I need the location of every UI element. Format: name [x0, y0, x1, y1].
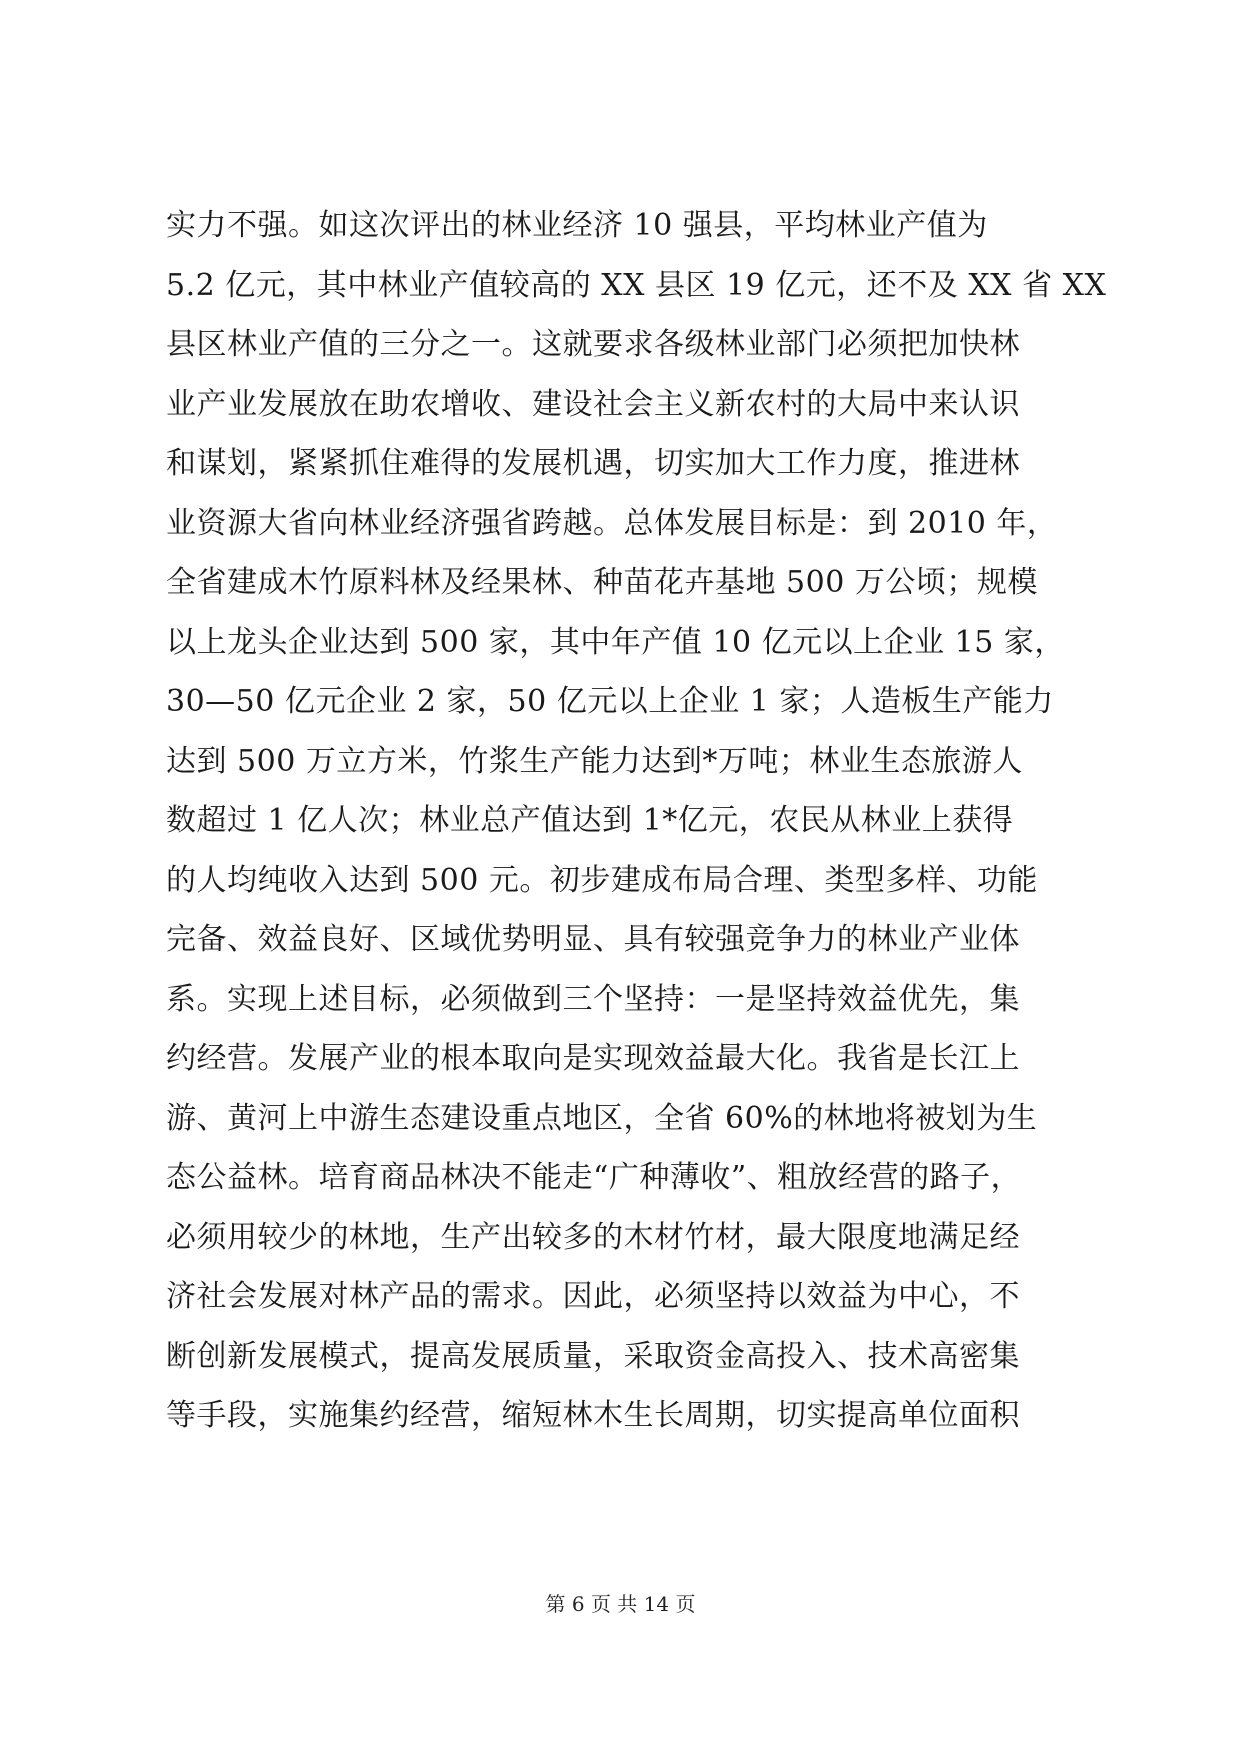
text-line: 以上龙头企业达到 500 家，其中年产值 10 亿元以上企业 15 家， [166, 624, 1065, 660]
text-line: 数超过 1 亿人次；林业总产值达到 1*亿元，农民从林业上获得 [166, 803, 1014, 838]
text-line: 5.2 亿元，其中林业产值较高的 XX 县区 19 亿元，还不及 XX 省 XX [166, 267, 1107, 303]
text-line: 达到 500 万立方米，竹浆生产能力达到*万吨；林业生态旅游人 [166, 743, 1023, 779]
text-line: 约经营。发展产业的根本取向是实现效益最大化。我省是长江上 [166, 1041, 1020, 1076]
text-line: 业资源大省向林业经济强省跨越。总体发展目标是：到 2010 年， [166, 505, 1058, 541]
text-line: 系。实现上述目标，必须做到三个坚持：一是坚持效益优先，集 [166, 981, 1020, 1017]
text-line: 态公益林。培育商品林决不能走“广种薄收”、粗放经营的路子， [166, 1160, 1022, 1195]
text-line: 30—50 亿元企业 2 家，50 亿元以上企业 1 家；人造板生产能力 [166, 684, 1054, 719]
text-line: 县区林业产值的三分之一。这就要求各级林业部门必须把加快林 [166, 327, 1020, 362]
text-line: 和谋划，紧紧抓住难得的发展机遇，切实加大工作力度，推进林 [166, 446, 1020, 481]
text-line: 完备、效益良好、区域优势明显、具有较强竞争力的林业产业体 [166, 922, 1020, 957]
text-line: 全省建成木竹原料林及经果林、种苗花卉基地 500 万公顷；规模 [166, 565, 1038, 600]
body-text [166, 196, 1107, 1446]
page-number-footer: 第 6 页 共 14 页 [545, 1592, 696, 1616]
text-line: 等手段，实施集约经营，缩短林木生长周期，切实提高单位面积 [166, 1398, 1020, 1433]
text-line: 实力不强。如这次评出的林业经济 10 强县，平均林业产值为 [166, 208, 988, 243]
text-line: 的人均纯收入达到 500 元。初步建成布局合理、类型多样、功能 [166, 862, 1038, 898]
text-line: 业产业发展放在助农增收、建设社会主义新农村的大局中来认识 [166, 386, 1020, 422]
text-line: 游、黄河上中游生态建设重点地区，全省 60%的林地将被划为生 [166, 1100, 1038, 1136]
text-line: 断创新发展模式，提高发展质量，采取资金高投入、技术高密集 [166, 1338, 1020, 1374]
text-line: 济社会发展对林产品的需求。因此，必须坚持以效益为中心，不 [166, 1279, 1020, 1314]
text-line: 必须用较少的林地，生产出较多的木材竹材，最大限度地满足经 [166, 1219, 1020, 1255]
